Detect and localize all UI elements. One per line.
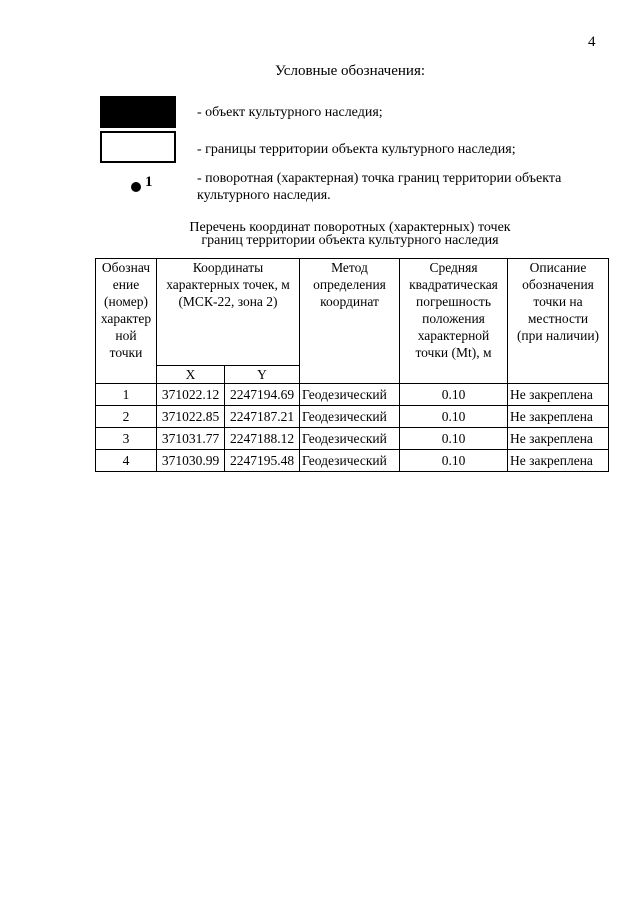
header-accuracy: Средняя квадратическая погрешность положения характерной точки (Mt), м: [400, 259, 508, 384]
header-description: Описание обозначения точки на местности (при наличии): [508, 259, 609, 384]
cell-num: 2: [96, 406, 157, 428]
table-row: [96, 428, 609, 450]
cell-num: 1: [96, 384, 157, 406]
cell-mt: 0.10: [400, 406, 508, 428]
territory-boundary-symbol: [100, 131, 176, 163]
cell-description: Не закреплена: [508, 450, 609, 472]
header-coordinates: Координаты характерных точек, м (МСК-22, зона 2): [157, 259, 300, 366]
cell-method: Геодезический: [300, 428, 400, 450]
header-x: X: [157, 366, 225, 384]
cell-method: Геодезический: [300, 406, 400, 428]
table-row: [96, 384, 609, 406]
coordinates-list-title: [0, 221, 640, 247]
cell-x: 371022.12: [157, 384, 225, 406]
cell-method: Геодезический: [300, 450, 400, 472]
coordinates-list-title-line1: Перечень координат поворотных (характерных) точек: [189, 220, 511, 235]
page-number: 4: [588, 34, 596, 50]
cell-x: 371031.77: [157, 428, 225, 450]
cell-description: Не закреплена: [508, 384, 609, 406]
cell-description: Не закреплена: [508, 406, 609, 428]
turning-point-symbol-label: 1: [145, 174, 153, 190]
cell-x: 371022.85: [157, 406, 225, 428]
header-method: Метод определения координат: [300, 259, 400, 384]
cell-mt: 0.10: [400, 384, 508, 406]
cell-num: 4: [96, 450, 157, 472]
coordinates-table: [95, 258, 609, 472]
legend-title: Условные обозначения:: [274, 63, 426, 79]
table-header-row: [96, 259, 609, 366]
cell-num: 3: [96, 428, 157, 450]
legend-item-heritage-object: - объект культурного наследия;: [197, 105, 383, 120]
header-y: Y: [225, 366, 300, 384]
cell-y: 2247194.69: [225, 384, 300, 406]
turning-point-symbol: [131, 182, 141, 192]
cell-y: 2247187.21: [225, 406, 300, 428]
legend-item-territory-boundary: - границы территории объекта культурного наследия;: [197, 142, 516, 157]
cell-method: Геодезический: [300, 384, 400, 406]
cell-mt: 0.10: [400, 450, 508, 472]
cell-y: 2247188.12: [225, 428, 300, 450]
table-row: [96, 406, 609, 428]
legend-item-turning-point: - поворотная (характерная) точка границ территории объекта культурного наследия.: [197, 171, 562, 203]
cell-description: Не закреплена: [508, 428, 609, 450]
table-row: [96, 450, 609, 472]
header-point-number: Обознач ение (номер) характер ной точки: [96, 259, 157, 384]
coordinates-list-title-line2: границ территории объекта культурного наследия: [201, 233, 499, 248]
cell-x: 371030.99: [157, 450, 225, 472]
cell-y: 2247195.48: [225, 450, 300, 472]
heritage-object-symbol: [100, 96, 176, 128]
cell-mt: 0.10: [400, 428, 508, 450]
